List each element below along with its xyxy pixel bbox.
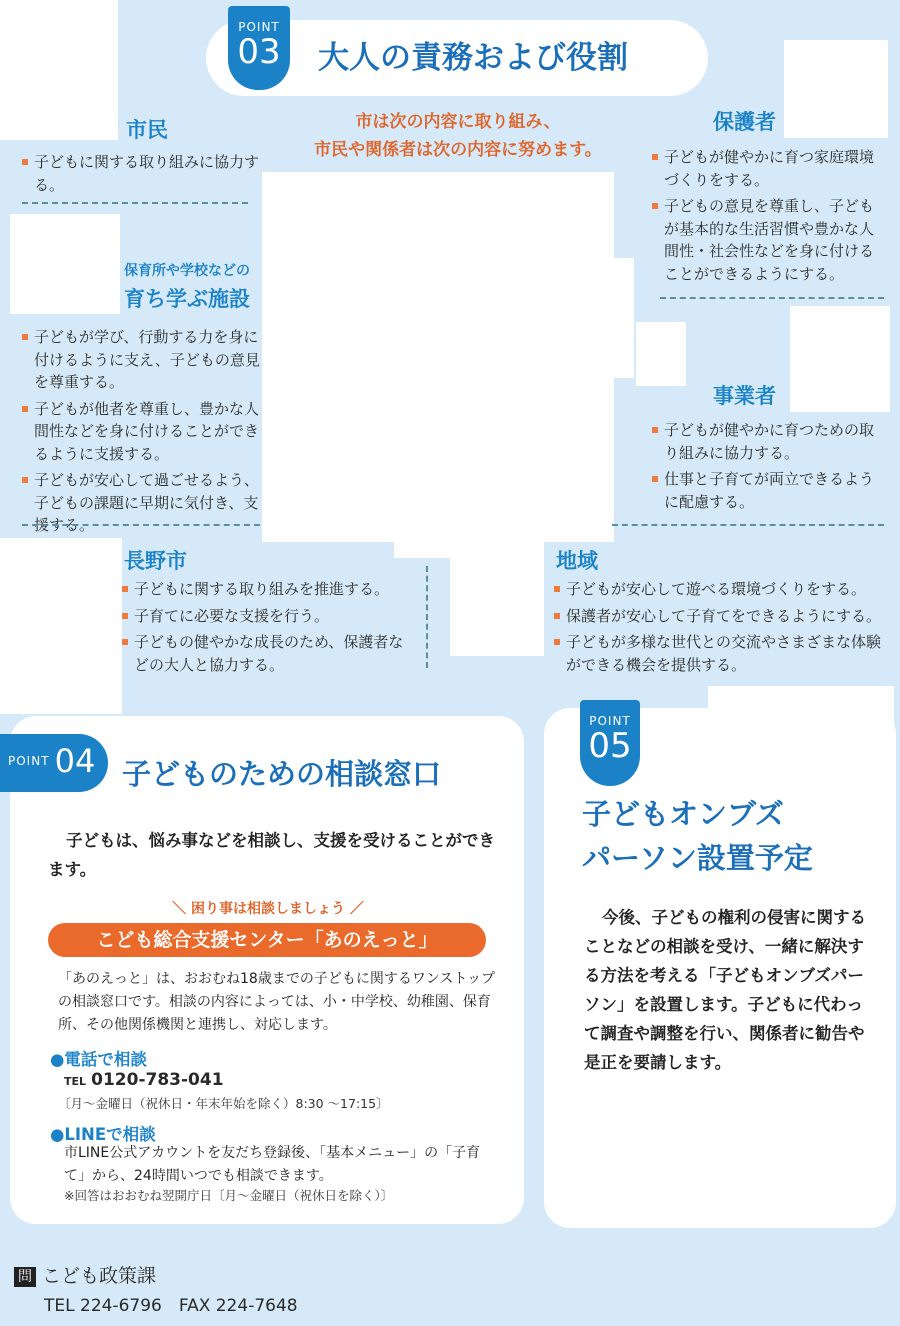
callout-mark-left: ＼ bbox=[172, 901, 191, 917]
point-number: 03 bbox=[237, 32, 281, 72]
center-message-line1: 市は次の内容に取り組み、 bbox=[355, 112, 561, 132]
list-item: 子どもが健やかに育つ家庭環境づくりをする。 bbox=[652, 146, 888, 191]
center-message bbox=[290, 108, 626, 164]
point-number: 04 bbox=[54, 742, 96, 780]
illustration-placeholder bbox=[784, 40, 888, 138]
contact-block bbox=[14, 1262, 344, 1320]
illustration-placeholder bbox=[450, 556, 544, 656]
list-item: 子どもが多様な世代との交流やさまざまな体験ができる機会を提供する。 bbox=[554, 631, 890, 676]
illustration-placeholder bbox=[394, 538, 544, 558]
facilities-list bbox=[22, 326, 260, 541]
list-item: 子どもが健やかに育つための取り組みに協力する。 bbox=[652, 419, 888, 464]
point04-tab bbox=[0, 734, 108, 792]
point05-title-line1-text: 子どもオンブズ bbox=[582, 797, 784, 831]
list-item: 子どもに関する取り組みを推進する。 bbox=[122, 578, 412, 601]
list-item: 子どもが学び、行動する力を身に付けるように支え、子どもの意見を尊重する。 bbox=[22, 326, 260, 394]
point-number: 05 bbox=[588, 726, 632, 766]
list-item: 仕事と子育てが両立できるように配慮する。 bbox=[652, 468, 888, 513]
point04-title-text: 子どものための相談窓口 bbox=[122, 757, 442, 791]
center-message-line2: 市民や関係者は次の内容に努めます。 bbox=[314, 140, 602, 160]
contact-heading bbox=[14, 1262, 344, 1290]
point03-title bbox=[318, 38, 628, 78]
businesses-list bbox=[652, 419, 888, 517]
divider bbox=[22, 202, 248, 204]
illustration-placeholder bbox=[0, 0, 118, 140]
guardians-list bbox=[652, 146, 888, 289]
community-list bbox=[554, 578, 890, 680]
role-title-businesses: 事業者 bbox=[713, 384, 776, 408]
illustration-placeholder bbox=[10, 214, 120, 314]
city-list bbox=[122, 578, 412, 680]
point-label: POINT bbox=[589, 714, 631, 728]
phone-prefix: TEL bbox=[64, 1075, 87, 1088]
role-title-citizens: 市民 bbox=[126, 118, 168, 142]
point05-title-line2 bbox=[582, 838, 813, 878]
list-item: 保護者が安心して子育てをできるようにする。 bbox=[554, 605, 890, 628]
point05-title-line2-text: パーソン設置予定 bbox=[582, 841, 813, 875]
illustration-placeholder bbox=[0, 538, 122, 714]
line-note: ※回答はおおむね翌開庁日〔月～金曜日（祝休日を除く）〕 bbox=[64, 1188, 394, 1203]
role-title-guardians: 保護者 bbox=[713, 110, 776, 134]
point03-tab bbox=[228, 6, 290, 90]
illustration-placeholder bbox=[636, 322, 686, 386]
role-subtitle-facilities: 保育所や学校などの bbox=[124, 263, 250, 279]
point05-tab bbox=[580, 700, 640, 786]
point05-body: 今後、子どもの権利の侵害に関することなどの相談を受け、一緒に解決する方法を考える「子どもオンブズパーソン」を設置します。子どもに代わって調査や調整を行い、関係者に勧告や是正を要請します。 bbox=[584, 908, 866, 1072]
illustration-placeholder bbox=[790, 306, 890, 412]
callout-label: 困り事は相談しましょう bbox=[191, 901, 345, 917]
divider bbox=[612, 524, 884, 526]
center-description: 「あのえっと」は、おおむね18歳までの子どもに関するワンストップの相談窓口です。相談の内容によっては、小・中学校、幼稚園、保育所、その他関係機関と連携し、対応します。 bbox=[58, 971, 495, 1033]
list-item: 子育てに必要な支援を行う。 bbox=[122, 605, 412, 628]
point05-title-line1 bbox=[582, 794, 784, 834]
role-title-community: 地域 bbox=[556, 549, 598, 573]
divider bbox=[660, 297, 884, 299]
point04-intro: 子どもは、悩み事などを相談し、支援を受けることができます。 bbox=[48, 831, 495, 879]
callout-mark-right: ／ bbox=[345, 901, 364, 917]
point03-title-text: 大人の責務および役割 bbox=[318, 40, 628, 76]
divider bbox=[22, 524, 260, 526]
phone-line bbox=[64, 1070, 224, 1090]
point04-title bbox=[122, 754, 441, 794]
divider bbox=[426, 566, 428, 668]
inquiry-icon: 問 bbox=[14, 1267, 36, 1287]
list-item: 子どもが安心して遊べる環境づくりをする。 bbox=[554, 578, 890, 601]
phone-heading: ●電話で相談 bbox=[50, 1050, 147, 1069]
list-item: 子どもの意見を尊重し、子どもが基本的な生活習慣や豊かな人間性・社会性などを身に付けることができるようにする。 bbox=[652, 195, 888, 285]
list-item: 子どもに関する取り組みに協力する。 bbox=[22, 151, 264, 196]
role-title-facilities: 育ち学ぶ施設 bbox=[124, 287, 250, 311]
illustration-placeholder bbox=[262, 172, 614, 542]
department-name: こども政策課 bbox=[42, 1265, 157, 1287]
line-text: 市LINE公式アカウントを友だち登録後、「基本メニュー」の「子育て」から、24時間いつでも相談できます。 bbox=[64, 1145, 481, 1184]
role-title-city: 長野市 bbox=[124, 549, 187, 573]
contact-tel-fax: TEL 224-6796 FAX 224-7648 bbox=[44, 1296, 298, 1316]
list-item: 子どもが他者を尊重し、豊かな人間性などを身に付けることができるように支援する。 bbox=[22, 398, 260, 466]
phone-hours: 〔月～金曜日（祝休日・年末年始を除く）8:30 ～17:15〕 bbox=[58, 1096, 389, 1111]
phone-number[interactable]: 0120-783-041 bbox=[91, 1070, 224, 1090]
center-name-pill: こども総合支援センター「あのえっと」 bbox=[48, 923, 486, 957]
list-item: 子どもの健やかな成長のため、保護者などの大人と協力する。 bbox=[122, 631, 412, 676]
list-item: 子どもが安心して過ごせるよう、子どもの課題に早期に気付き、支援する。 bbox=[22, 469, 260, 537]
callout-text bbox=[160, 898, 376, 918]
illustration-placeholder bbox=[612, 258, 634, 378]
point-label: POINT bbox=[238, 20, 280, 34]
line-heading: ●LINEで相談 bbox=[50, 1125, 156, 1144]
citizens-list bbox=[22, 151, 264, 200]
point-label: POINT bbox=[8, 754, 50, 768]
